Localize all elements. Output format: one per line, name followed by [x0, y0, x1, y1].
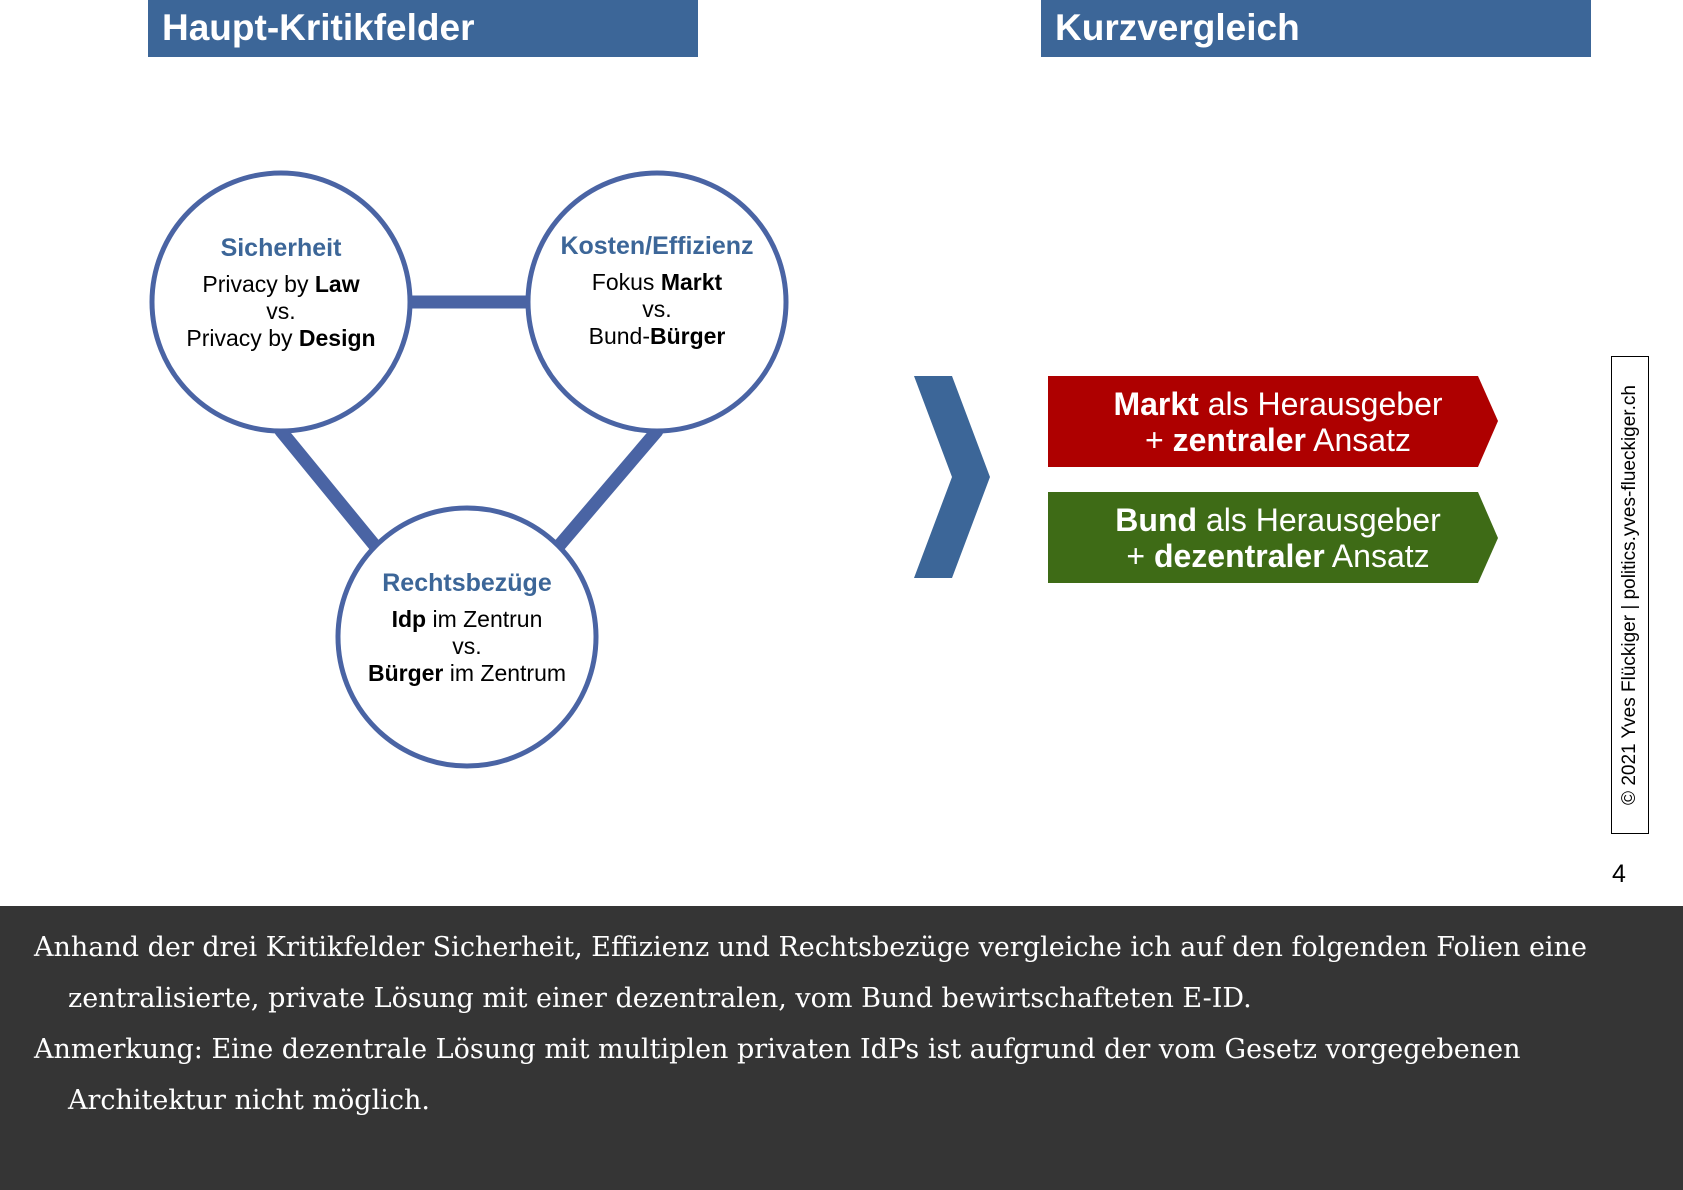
- node-legal-line2: vs.: [452, 633, 482, 659]
- speaker-notes: [0, 906, 1683, 1190]
- comparison-federal-l2a: +: [1126, 538, 1154, 574]
- node-legal-line1b: im Zentrun: [426, 606, 543, 632]
- node-security-line1a: Privacy by: [202, 271, 315, 297]
- chevron-arrow-icon: [914, 376, 990, 578]
- node-legal-line3b: im Zentrum: [443, 660, 567, 686]
- comparison-federal-l2b: dezentraler: [1153, 538, 1325, 574]
- node-security: [156, 235, 406, 352]
- node-legal-line1a: Idp: [391, 606, 427, 632]
- comparison-federal-box: [1058, 502, 1498, 574]
- comparison-federal-l1a: Bund: [1115, 502, 1198, 538]
- comparison-market-l2b: zentraler: [1172, 422, 1306, 458]
- page-number: 4: [1612, 860, 1626, 888]
- notes-paragraph-2: Anmerkung: Eine dezentrale Lösung mit multiplen privaten IdPs ist aufgrund der vom Gesetz vorgegebenen Architektur nicht möglich.: [34, 1034, 1521, 1116]
- connector-cost-legal: [558, 431, 657, 547]
- node-security-line3b: Design: [298, 325, 376, 351]
- node-security-line2: vs.: [266, 298, 296, 324]
- comparison-market-l1b: als Herausgeber: [1198, 386, 1443, 422]
- node-legal: [342, 570, 592, 687]
- comparison-market-l2a: +: [1145, 422, 1173, 458]
- node-cost-line3a: Bund-: [588, 323, 650, 349]
- comparison-market-box: [1058, 386, 1498, 458]
- notes-paragraph-1: Anhand der drei Kritikfelder Sicherheit, Effizienz und Rechtsbezüge vergleiche ich auf den folgenden Folien eine zentralisierte, private Lösung mit einer dezentralen, vom Bund bewirtschafteten E-ID.: [34, 932, 1587, 1014]
- comparison-federal-l2c: Ansatz: [1324, 538, 1430, 574]
- comparison-federal-l1b: als Herausgeber: [1197, 502, 1441, 538]
- comparison-market-l2c: Ansatz: [1306, 422, 1411, 458]
- copyright-box: [1611, 356, 1649, 834]
- node-cost-line1b: Markt: [660, 269, 723, 295]
- node-security-title: Sicherheit: [220, 234, 342, 262]
- header-haupt-kritikfelder: Haupt-Kritikfelder: [148, 0, 698, 57]
- connector-security-legal: [281, 431, 376, 547]
- header-kurzvergleich: Kurzvergleich: [1041, 0, 1591, 57]
- node-cost-line1a: Fokus: [591, 269, 661, 295]
- node-cost-title: Kosten/Effizienz: [560, 232, 754, 260]
- node-security-line1b: Law: [314, 271, 360, 297]
- comparison-market-l1a: Markt: [1113, 386, 1199, 422]
- node-cost-line2: vs.: [642, 296, 672, 322]
- node-cost: [532, 233, 782, 350]
- node-legal-line3a: Bürger: [367, 660, 444, 686]
- node-cost-line3b: Bürger: [649, 323, 726, 349]
- node-legal-title: Rechtsbezüge: [382, 569, 552, 597]
- copyright-text: © 2021 Yves Flückiger | politics.yves-flueckiger.ch: [1619, 385, 1640, 805]
- node-security-line3a: Privacy by: [186, 325, 299, 351]
